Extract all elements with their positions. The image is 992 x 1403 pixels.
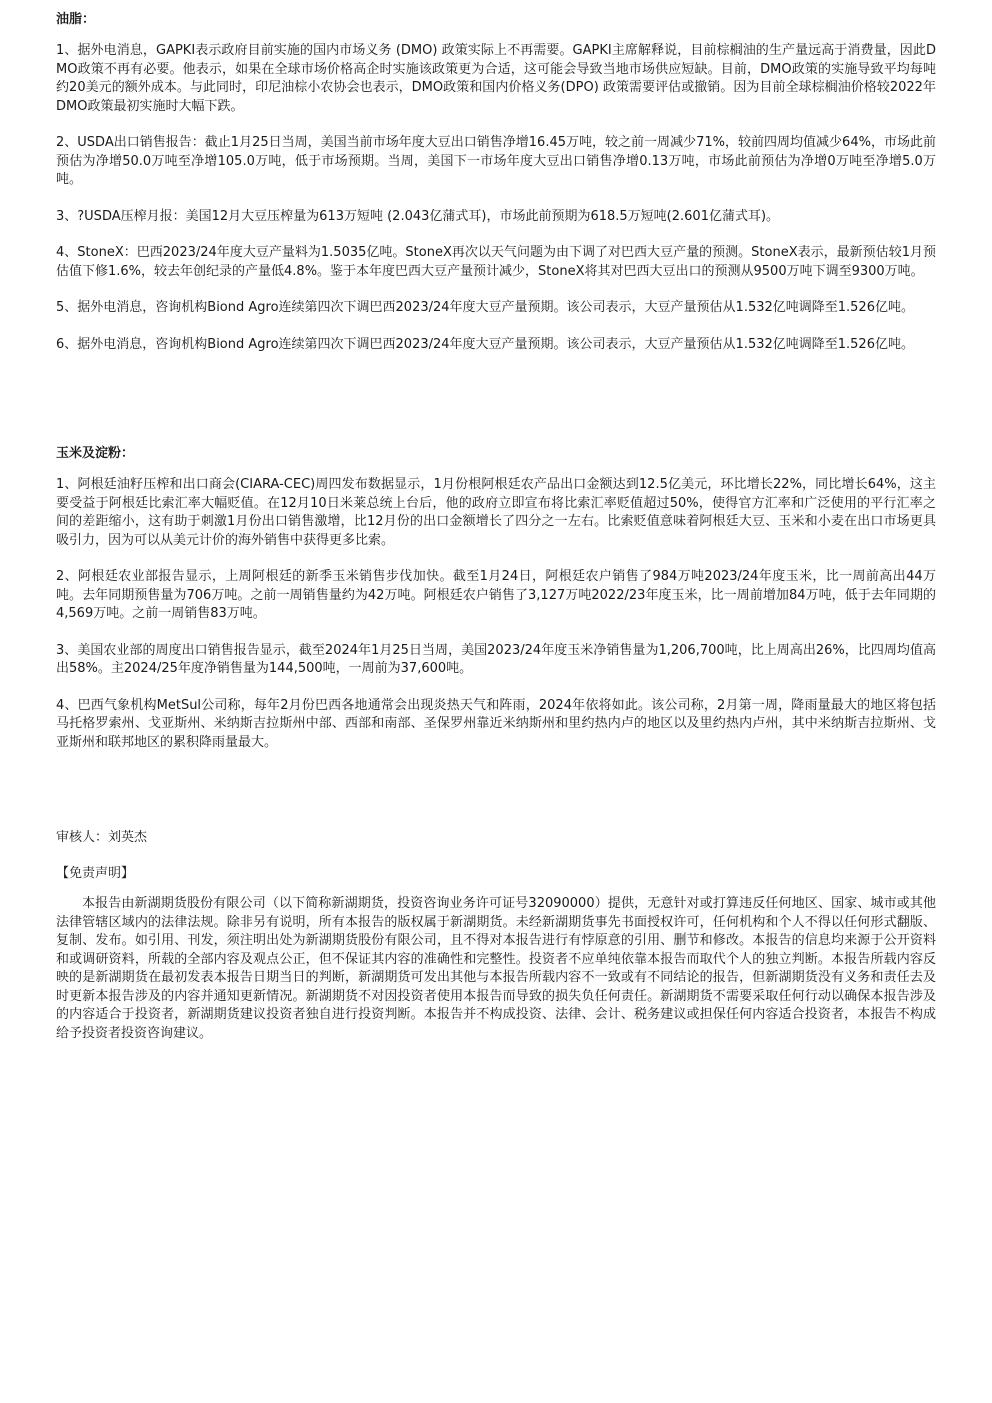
corn-news-item: 1、阿根廷油籽压榨和出口商会(CIARA-CEC)周四发布数据显示，1月份根阿根廷农产品出口金额达到12.5亿美元，环比增长22%，同比增长64%，这主要受益于阿根廷比索汇率大幅贬值。在12月10日米莱总统上台后，他的政府立即宣布将比索汇率贬值超过50%，使得官方汇率和广泛使用的平行汇率之间的差距缩小，这有助于刺激1月份出口销售激增，比12月份的出口金额增长了四分之一左右。比索贬值意味着阿根廷大豆、玉米和小麦在出口市场更具吸引力，因为可以从美元计价的海外销售中获得更多比索。 <box>56 477 936 548</box>
corn-section-title: 玉米及淀粉： <box>56 446 135 461</box>
disclaimer-title: 【免责声明】 <box>56 866 135 881</box>
oil-news-item: 6、据外电消息，咨询机构Biond Agro连续第四次下调巴西2023/24年度大豆产量预期。该公司表示，大豆产量预估从1.532亿吨调降至1.526亿吨。 <box>56 336 914 352</box>
reviewer-line: 审核人：刘英杰 <box>56 830 148 845</box>
oil-news-item: 5、据外电消息，咨询机构Biond Agro连续第四次下调巴西2023/24年度大豆产量预期。该公司表示，大豆产量预估从1.532亿吨调降至1.526亿吨。 <box>56 300 914 315</box>
disclaimer-body: 本报告由新湖期货股份有限公司（以下简称新湖期货，投资咨询业务许可证号32090000）提供，无意针对或打算违反任何地区、国家、城市或其他法律管辖区域内的法律法规。除非另有说明，所有本报告的版权属于新湖期货。未经新湖期货事先书面授权许可，任何机构和个人不得以任何形式翻版、复制、发布。如引用、刊发，须注明出处为新湖期货股份有限公司，且不得对本报告进行有悖原意的引用、删节和修改。本报告的信息均来源于公开资料和或调研资料，所载的全部内容及观点公正，但不保证其内容的准确性和完整性。投资者不应单纯依靠本报告而取代个人的独立判断。本报告所载内容反映的是新湖期货在最初发表本报告日期当日的判断，新湖期货可发出其他与本报告所载内容不一致或有不同结论的报告，但新湖期货没有义务和责任去及时更新本报告涉及的内容并通知更新情况。新湖期货不对因投资者使用本报告而导致的损失负任何责任。新湖期货不需要采取任何行动以确保本报告涉及的内容适合于投资者，新湖期货建议投资者独自进行投资判断。本报告并不构成投资、法律、会计、税务建议或担保任何内容适合投资者，本报告不构成给予投资者投资咨询建议。 <box>56 896 936 1041</box>
oil-section-title: 油脂： <box>56 12 96 27</box>
corn-news-list <box>56 476 936 770</box>
oil-news-item: 4、StoneX：巴西2023/24年度大豆产量料为1.5035亿吨。StoneX再次以天气问题为由下调了对巴西大豆产量的预测。StoneX表示，最新预估较1月预估值下修1.6%，较去年创纪录的产量低4.8%。鉴于本年度巴西大豆产量预计减少，StoneX将其对巴西大豆出口的预测从9500万吨下调至9300万吨。 <box>56 245 936 279</box>
corn-news-item: 3、美国农业部的周度出口销售报告显示，截至2024年1月25日当周，美国2023/24年度玉米净销售量为1,206,700吨，比上周高出26%，比四周均值高出58%。主2024/25年度净销售量为144,500吨，一周前为37,600吨。 <box>56 642 936 676</box>
oil-news-item: 3、?USDA压榨月报：美国12月大豆压榨量为613万短吨 (2.043亿蒲式耳)，市场此前预期为618.5万短吨(2.601亿蒲式耳)。 <box>56 208 780 224</box>
oil-news-list <box>56 42 936 372</box>
oil-news-item: 1、据外电消息，GAPKI表示政府目前实施的国内市场义务 (DMO) 政策实际上不再需要。GAPKI主席解释说，目前棕榈油的生产量远高于消费量，因此DMO政策不再有必要。他表示，如果在全球市场价格高企时实施该政策更为合适，这可能会导致当地市场供应短缺。目前，DMO政策的实施导致平均每吨约20美元的额外成本。与此同时，印尼油棕小农协会也表示，DMO政策和国内价格义务(DPO) 政策需要评估或撤销。因为目前全球棕榈油价格较2022年DMO政策最初实施时大幅下跌。 <box>56 43 936 114</box>
corn-news-item: 2、阿根廷农业部报告显示，上周阿根廷的新季玉米销售步伐加快。截至1月24日，阿根廷农户销售了984万吨2023/24年度玉米，比一周前高出44万吨。去年同期预售量为706万吨。之前一周销售量约为42万吨。阿根廷农户销售了3,127万吨2022/23年度玉米，比一周前增加84万吨，低于去年同期的4,569万吨。之前一周销售83万吨。 <box>56 569 936 621</box>
corn-news-item: 4、巴西气象机构MetSul公司称，每年2月份巴西各地通常会出现炎热天气和阵雨，2024年依将如此。该公司称，2月第一周，降雨量最大的地区将包括马托格罗索州、戈亚斯州、米纳斯吉拉斯州中部、西部和南部、圣保罗州靠近米纳斯州和里约热内卢的地区以及里约热内卢州，其中米纳斯吉拉斯州、戈亚斯州和联邦地区的累积降雨量最大。 <box>56 697 936 750</box>
oil-news-item: 2、USDA出口销售报告：截止1月25日当周，美国当前市场年度大豆出口销售净增16.45万吨，较之前一周减少71%，较前四周均值减少64%，市场此前预估为净增50.0万吨至净增105.0万吨，低于市场预期。当周，美国下一市场年度大豆出口销售净增0.13万吨，市场此前预估为净增0万吨至净增5.0万吨。 <box>56 135 936 187</box>
